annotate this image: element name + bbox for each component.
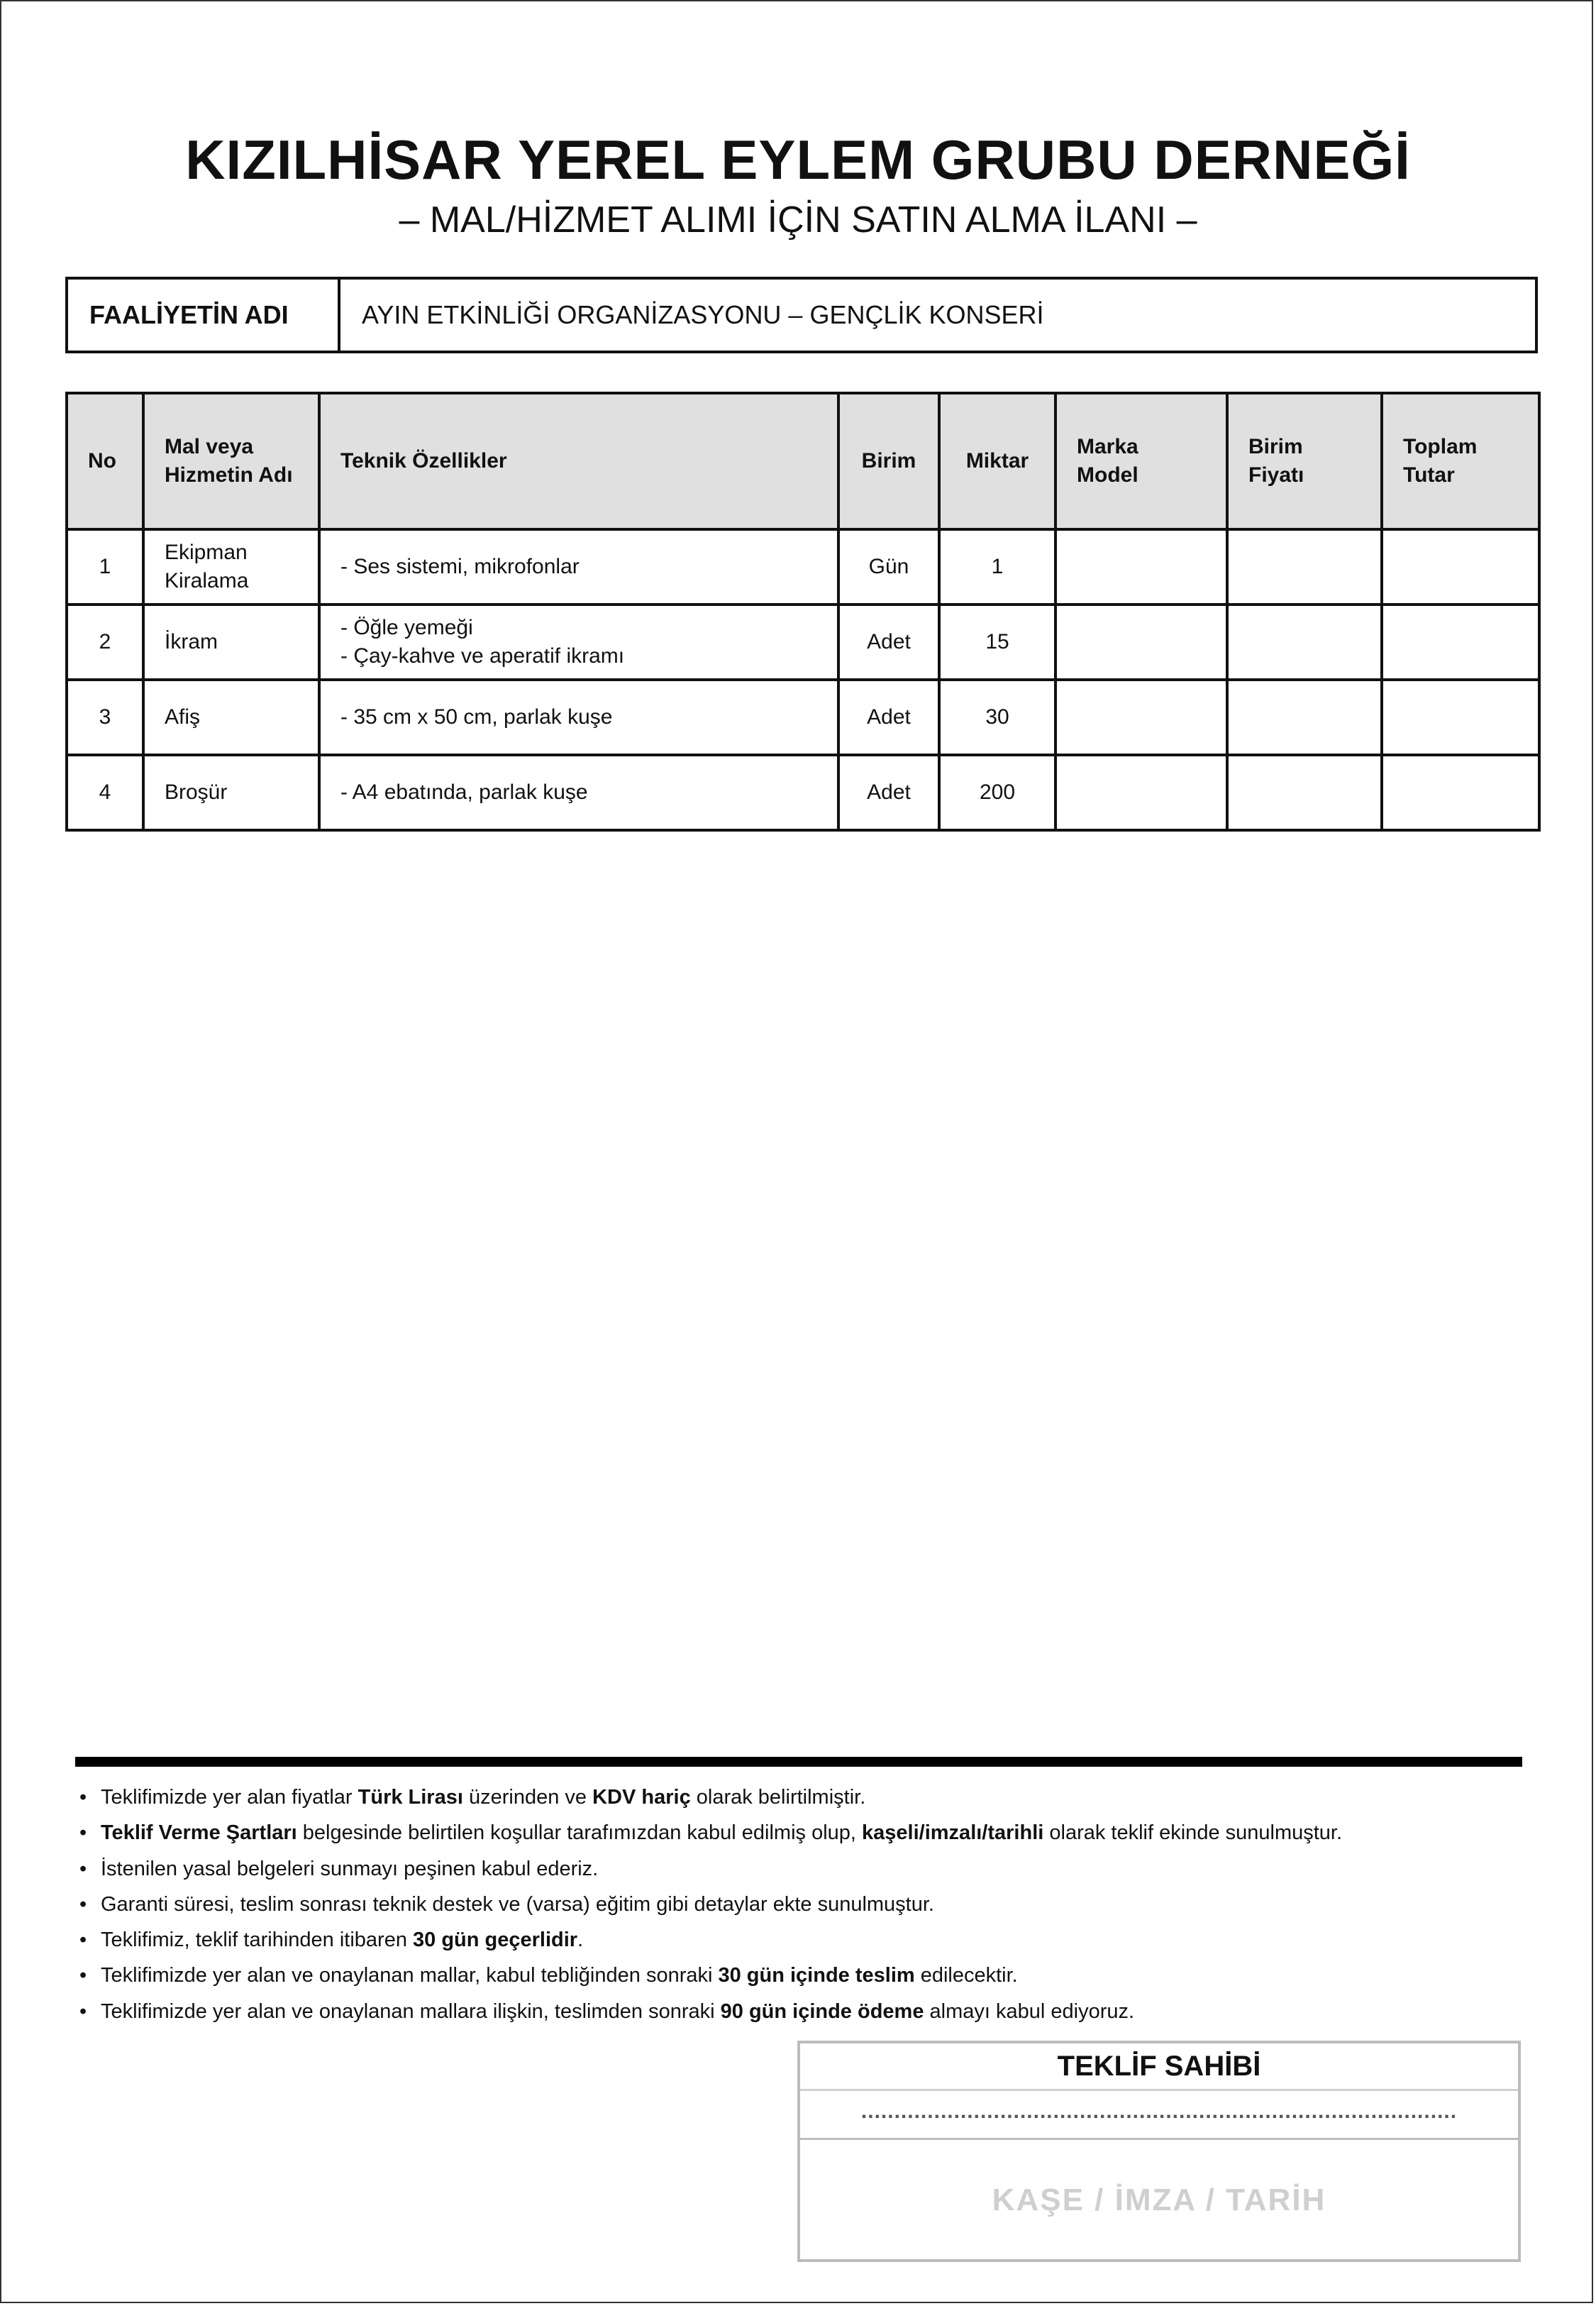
table-header-row bbox=[67, 393, 1539, 529]
cell-unit-price[interactable] bbox=[1227, 605, 1382, 680]
header-brand-line2: Model bbox=[1077, 463, 1138, 487]
cell-qty: 200 bbox=[939, 755, 1055, 830]
note-bold: Türk Lirası bbox=[358, 1786, 463, 1809]
cell-qty: 15 bbox=[939, 605, 1055, 680]
activity-box bbox=[65, 277, 1538, 353]
cell-unit: Adet bbox=[838, 755, 939, 830]
cell-unit: Adet bbox=[838, 680, 939, 755]
cell-no: 3 bbox=[67, 680, 143, 755]
note-text: Teklifimizde yer alan ve onaylanan mallara ilişkin, teslimden sonraki bbox=[101, 1999, 721, 2023]
cell-spec bbox=[319, 529, 838, 605]
cell-item-name bbox=[143, 529, 319, 605]
header-unit-price-line1: Birim bbox=[1248, 435, 1303, 458]
list-item bbox=[79, 1958, 1526, 1993]
header-unit: Birim bbox=[838, 393, 939, 529]
cell-spec-line1: - Ses sistemi, mikrofonlar bbox=[340, 555, 580, 578]
note-text: Teklifimizde yer alan ve onaylanan mallar, kabul tebliğinden sonraki bbox=[101, 1964, 719, 1987]
cell-spec: - A4 ebatında, parlak kuşe bbox=[319, 755, 838, 830]
cell-qty: 30 bbox=[939, 680, 1055, 755]
list-item bbox=[79, 1780, 1526, 1815]
cell-total[interactable] bbox=[1382, 680, 1539, 755]
header-total bbox=[1382, 393, 1539, 529]
items-table bbox=[65, 392, 1541, 832]
cell-unit: Adet bbox=[838, 605, 939, 680]
document-subtitle: – MAL/HİZMET ALIMI İÇİN SATIN ALMA İLANI – bbox=[399, 199, 1197, 241]
cell-unit-price[interactable] bbox=[1227, 680, 1382, 755]
note-text: belgesinde belirtilen koşullar tarafımızdan kabul edilmiş olup, bbox=[297, 1821, 863, 1845]
note-text: almayı kabul ediyoruz. bbox=[924, 1999, 1135, 2023]
table-row bbox=[67, 755, 1539, 830]
note-bold: Teklif Verme Şartları bbox=[101, 1821, 297, 1845]
cell-spec-line2: - Çay-kahve ve aperatif ikramı bbox=[340, 644, 625, 668]
cell-no: 4 bbox=[67, 755, 143, 830]
list-item bbox=[79, 1851, 1526, 1887]
list-item bbox=[79, 1994, 1526, 2029]
activity-value: AYIN ETKİNLİĞİ ORGANİZASYONU – GENÇLİK KONSERİ bbox=[362, 300, 1044, 329]
header-item-name-line2: Hizmetin Adı bbox=[165, 463, 293, 487]
cell-unit-price[interactable] bbox=[1227, 529, 1382, 605]
note-bold: KDV hariç bbox=[592, 1786, 691, 1809]
header-unit-price-line2: Fiyatı bbox=[1248, 463, 1304, 487]
note-bold: 30 gün geçerlidir bbox=[413, 1929, 578, 1952]
note-text: İstenilen yasal belgeleri sunmayı peşinen kabul ederiz. bbox=[101, 1857, 599, 1880]
note-bold: 30 gün içinde teslim bbox=[718, 1964, 915, 1987]
list-item bbox=[79, 1887, 1526, 1922]
note-text: olarak teklif ekinde sunulmuştur. bbox=[1043, 1821, 1343, 1845]
cell-total[interactable] bbox=[1382, 755, 1539, 830]
cell-unit: Gün bbox=[838, 529, 939, 605]
cell-spec: - 35 cm x 50 cm, parlak kuşe bbox=[319, 680, 838, 755]
signature-name-line[interactable]: .......................................................................................... bbox=[800, 2091, 1518, 2140]
signature-box bbox=[797, 2041, 1521, 2262]
note-text: olarak belirtilmiştir. bbox=[690, 1786, 866, 1809]
header-unit-price bbox=[1227, 393, 1382, 529]
cell-item-name-line1: Ekipman bbox=[165, 541, 248, 564]
table-row bbox=[67, 680, 1539, 755]
header-brand-line1: Marka bbox=[1077, 435, 1138, 458]
cell-total[interactable] bbox=[1382, 605, 1539, 680]
activity-label: FAALİYETİN ADI bbox=[68, 280, 340, 351]
header-spec: Teknik Özellikler bbox=[319, 393, 838, 529]
header-total-line2: Tutar bbox=[1403, 463, 1455, 487]
cell-spec bbox=[319, 605, 838, 680]
header-brand bbox=[1055, 393, 1227, 529]
note-text: . bbox=[577, 1929, 584, 1952]
cell-brand[interactable] bbox=[1055, 605, 1227, 680]
cell-item-name: Afiş bbox=[143, 680, 319, 755]
header-item-name-line1: Mal veya bbox=[165, 435, 254, 458]
cell-unit-price[interactable] bbox=[1227, 755, 1382, 830]
cell-brand[interactable] bbox=[1055, 755, 1227, 830]
list-item bbox=[79, 1922, 1526, 1958]
table-row bbox=[67, 605, 1539, 680]
terms-list bbox=[79, 1780, 1526, 2029]
section-divider bbox=[75, 1757, 1522, 1767]
cell-item-name: İkram bbox=[143, 605, 319, 680]
note-text: Teklifimizde yer alan fiyatlar bbox=[101, 1786, 358, 1809]
stamp-signature-date-area[interactable]: KAŞE / İMZA / TARİH bbox=[992, 2183, 1326, 2217]
document-title: KIZILHİSAR YEREL EYLEM GRUBU DERNEĞİ bbox=[185, 128, 1411, 191]
cell-brand[interactable] bbox=[1055, 529, 1227, 605]
note-text: üzerinden ve bbox=[462, 1786, 593, 1809]
note-bold: 90 gün içinde ödeme bbox=[720, 1999, 924, 2023]
note-text: edilecektir. bbox=[914, 1964, 1018, 1987]
note-bold: kaşeli/imzalı/tarihli bbox=[862, 1821, 1044, 1845]
cell-no: 2 bbox=[67, 605, 143, 680]
header-no: No bbox=[67, 393, 143, 529]
cell-item-name-line2: Kiralama bbox=[165, 569, 249, 592]
cell-no: 1 bbox=[67, 529, 143, 605]
cell-item-name: Broşür bbox=[143, 755, 319, 830]
table-row bbox=[67, 529, 1539, 605]
cell-spec-line1: - Öğle yemeği bbox=[340, 616, 473, 639]
header-item-name bbox=[143, 393, 319, 529]
cell-total[interactable] bbox=[1382, 529, 1539, 605]
header-total-line1: Toplam bbox=[1403, 435, 1478, 458]
list-item bbox=[79, 1815, 1526, 1850]
signature-heading: TEKLİF SAHİBİ bbox=[800, 2043, 1518, 2091]
cell-qty: 1 bbox=[939, 529, 1055, 605]
note-text: Teklifimiz, teklif tarihinden itibaren bbox=[101, 1929, 414, 1952]
cell-brand[interactable] bbox=[1055, 680, 1227, 755]
note-text: Garanti süresi, teslim sonrası teknik destek ve (varsa) eğitim gibi detaylar ekte sunulmuştur. bbox=[101, 1892, 934, 1916]
header-qty: Miktar bbox=[939, 393, 1055, 529]
